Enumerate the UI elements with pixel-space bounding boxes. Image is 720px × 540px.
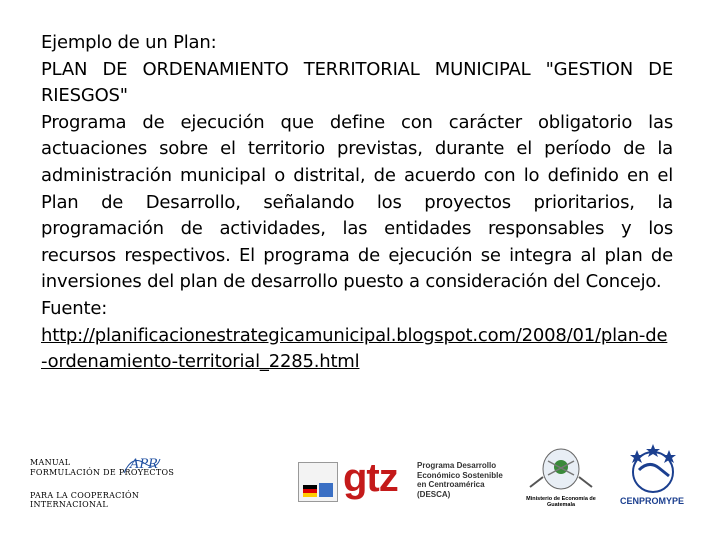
body-paragraph: Programa de ejecución que define con carácter obligatorio las actuaciones sobre el territorio previstas, durante el período de la administración municipal o distrital, de acuerdo con lo definido en el Plan de Desarrollo, señalando los proyectos prioritarios, la programación de actividades, las entidades responsables y los recursos respectivos. El programa de ejecución se integra al plan de inversiones del plan de desarrollo puesto a consideración del Concejo. — [41, 111, 673, 293]
desca-line-2: Económico Sostenible — [417, 470, 503, 480]
apr-logo — [122, 453, 162, 477]
slide-content — [41, 30, 673, 376]
plan-title: PLAN DE ORDENAMIENTO TERRITORIAL MUNICIPAL "GESTION DE RIESGOS" — [41, 58, 673, 107]
desca-line-1: Programa Desarrollo — [417, 461, 497, 470]
manual-line-2: FORMULACIÓN DE PROYECTOS — [30, 468, 175, 477]
source-label: Fuente: — [41, 297, 108, 319]
ministry-text: Ministerio de Economía de Guatemala — [526, 496, 596, 508]
desca-line-3: en Centroamérica — [417, 480, 485, 489]
desca-line-4: (DESCA) — [417, 489, 451, 499]
manual-footer — [30, 457, 205, 509]
cenpromype-text: CENPROMYPE — [619, 496, 684, 506]
gtz-logo: gtz — [343, 456, 398, 500]
apr-logo-text: APR — [130, 457, 158, 472]
cenpromype-emblem-icon — [615, 440, 690, 496]
certification-logo — [298, 462, 338, 502]
manual-line-1: MANUAL — [30, 458, 71, 467]
flag-stripe-gold — [303, 493, 317, 497]
slide-heading: Ejemplo de un Plan: — [41, 32, 217, 53]
desca-logo-text — [417, 461, 517, 499]
cert-seal-icon — [319, 483, 333, 497]
coat-of-arms-icon — [520, 443, 602, 495]
manual-line-3: PARA LA COOPERACIÓN INTERNACIONAL — [30, 491, 140, 509]
source-link[interactable]: http://planificacionestrategicamunicipal.blogspot.com/2008/01/plan-de-ordenamiento-territorial_2285.html — [41, 324, 668, 373]
